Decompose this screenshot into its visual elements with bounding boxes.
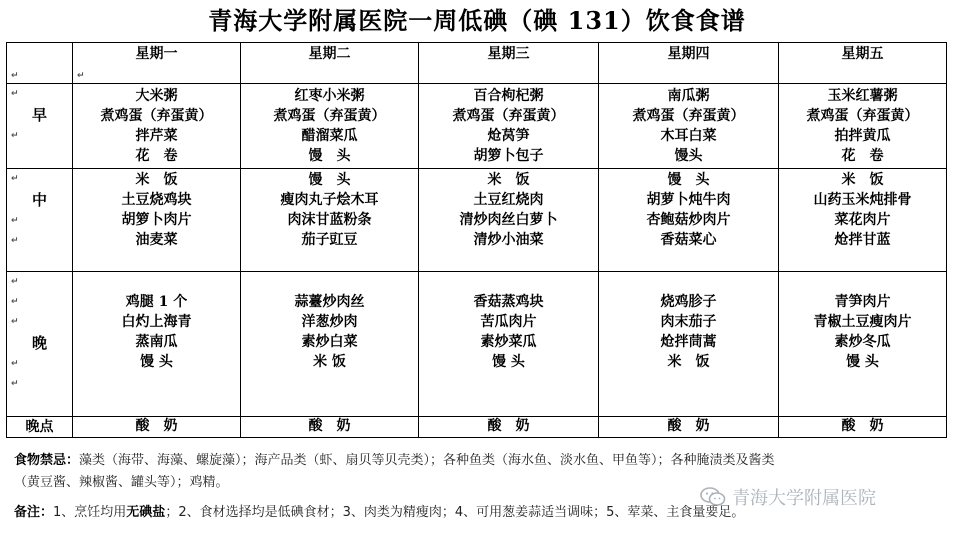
dish: 煮鸡蛋（弃蛋黄） xyxy=(273,108,386,124)
meal-row-snack xyxy=(7,417,947,438)
watermark xyxy=(700,484,876,510)
dish: 米 饭 xyxy=(313,354,346,370)
meal-label: 晚点 xyxy=(25,419,54,435)
dish: 瘦肉丸子烩木耳 xyxy=(280,192,379,208)
menu-cell xyxy=(599,84,779,169)
dish: 炝拌茼蒿 xyxy=(660,334,717,350)
dish: 胡箩卜包子 xyxy=(473,148,544,164)
menu-cell xyxy=(241,84,419,169)
dish: 米 饭 xyxy=(135,172,178,188)
dish: 清炒小油菜 xyxy=(473,232,544,248)
menu-cell: 酸 奶 xyxy=(779,417,947,438)
remarks-bold: 无碘盐 xyxy=(126,505,166,520)
header-corner-cell xyxy=(7,43,73,84)
meal-row-lunch xyxy=(7,169,947,272)
dish: 百合枸杞粥 xyxy=(473,88,544,104)
dish: 杏鲍菇炒肉片 xyxy=(646,212,731,228)
dish: 素炒白菜 xyxy=(301,334,358,350)
day-header: 星期四 xyxy=(599,43,779,84)
header-row xyxy=(7,43,947,84)
remarks-line: 备注：1、烹饪均用无碘盐；2、食材选择均是低碘食材；3、肉类为精瘦肉；4、可用葱姜蒜适当调味；5、荤菜、主食量要足。 xyxy=(14,505,745,520)
dish: 土豆烧鸡块 xyxy=(121,192,192,208)
menu-cell xyxy=(73,84,241,169)
dish: 蒸南瓜 xyxy=(135,334,178,350)
dish: 红枣小米粥 xyxy=(294,88,365,104)
dish: 炝莴笋 xyxy=(487,128,530,144)
dish: 花 卷 xyxy=(841,148,884,164)
remarks-label: 备注： xyxy=(14,505,54,520)
dish: 木耳白菜 xyxy=(660,128,717,144)
dish: 苦瓜肉片 xyxy=(480,314,537,330)
dish: 烧鸡胗子 xyxy=(660,294,717,310)
meal-label: 早 xyxy=(31,106,47,124)
menu-cell: 酸 奶 xyxy=(419,417,599,438)
meal-label-cell: ↵ ↵ ↵ 晚 ↵ ↵ xyxy=(7,272,73,417)
dish: 煮鸡蛋（弃蛋黄） xyxy=(632,108,745,124)
dish: 馒 头 xyxy=(308,172,351,188)
dish: 米 饭 xyxy=(667,354,710,370)
meal-label: 中 xyxy=(31,191,47,209)
dish: 炝拌甘蓝 xyxy=(834,232,891,248)
dish: 拍拌黄瓜 xyxy=(834,128,891,144)
menu-cell xyxy=(241,169,419,272)
day-header: 星期五 xyxy=(779,43,947,84)
menu-cell xyxy=(599,169,779,272)
dish: 大米粥 xyxy=(135,88,178,104)
dish: 香菇菜心 xyxy=(660,232,717,248)
dish: 米 饭 xyxy=(487,172,530,188)
dish: 土豆红烧肉 xyxy=(473,192,544,208)
dish: 香菇蒸鸡块 xyxy=(473,294,544,310)
dish: 醋溜菜瓜 xyxy=(301,128,358,144)
dish: 馒 头 xyxy=(492,354,525,370)
dish: 煮鸡蛋（弃蛋黄） xyxy=(100,108,213,124)
dish: 山药玉米炖排骨 xyxy=(813,192,912,208)
menu-cell: 酸 奶 xyxy=(73,417,241,438)
dish: 花 卷 xyxy=(135,148,178,164)
watermark-text: 青海大学附属医院 xyxy=(732,488,876,509)
dish: 玉米红薯粥 xyxy=(827,88,898,104)
dish: 肉末茄子 xyxy=(660,314,717,330)
dish: 南瓜粥 xyxy=(667,88,710,104)
day-header: 星期二 xyxy=(241,43,419,84)
paragraph-mark: ↵ xyxy=(11,71,19,81)
dish: 清炒肉丝白萝卜 xyxy=(459,212,558,228)
dish: 洋葱炒肉 xyxy=(301,314,358,330)
meal-label-cell xyxy=(7,417,73,438)
weekly-menu-table xyxy=(6,42,947,438)
menu-cell xyxy=(599,272,779,417)
menu-cell xyxy=(779,272,947,417)
dish: 油麦菜 xyxy=(135,232,178,248)
dish: 素炒冬瓜 xyxy=(834,334,891,350)
dish: 馒头 xyxy=(674,148,703,164)
page-title: 青海大学附属医院一周低碘（碘 131）饮食食谱 xyxy=(208,6,746,35)
dish: 煮鸡蛋（弃蛋黄） xyxy=(452,108,565,124)
menu-cell xyxy=(73,272,241,417)
dish: 白灼上海青 xyxy=(121,314,192,330)
dish: 蒜薹炒肉丝 xyxy=(294,294,365,310)
dish: 拌芹菜 xyxy=(135,128,178,144)
dish: 茄子豇豆 xyxy=(301,232,358,248)
dish: 鸡腿 1 个 xyxy=(125,294,188,310)
meal-row-breakfast xyxy=(7,84,947,169)
dish: 青笋肉片 xyxy=(834,294,891,310)
meal-label: 晚 xyxy=(31,334,47,352)
day-header: 星期三 xyxy=(419,43,599,84)
dish: 青椒土豆瘦肉片 xyxy=(813,314,912,330)
dish: 馒 头 xyxy=(846,354,879,370)
menu-cell xyxy=(779,169,947,272)
dish: 米 饭 xyxy=(841,172,884,188)
menu-cell xyxy=(779,84,947,169)
dish: 煮鸡蛋（弃蛋黄） xyxy=(806,108,919,124)
dish: 馒 头 xyxy=(140,354,173,370)
dish: 馒 头 xyxy=(667,172,710,188)
meal-label-cell: ↵ 早 ↵ xyxy=(7,84,73,169)
dish: 肉沫甘蓝粉条 xyxy=(287,212,372,228)
menu-cell: 酸 奶 xyxy=(241,417,419,438)
wechat-icon xyxy=(700,487,726,507)
forbidden-text: 藻类（海带、海藻、螺旋藻）；海产品类（虾、扇贝等贝壳类）；各种鱼类（海水鱼、淡水鱼、甲鱼等）；各种腌渍类及酱类 xyxy=(79,453,775,468)
dish: 胡萝卜炖牛肉 xyxy=(646,192,731,208)
meal-row-dinner xyxy=(7,272,947,417)
forbidden-label: 食物禁忌： xyxy=(14,453,80,468)
forbidden-foods-line xyxy=(14,450,944,472)
menu-cell xyxy=(419,272,599,417)
forbidden-text-2: （黄豆酱、辣椒酱、罐头等）；鸡精。 xyxy=(14,475,229,490)
meal-label-cell: ↵ 中 ↵ ↵ xyxy=(7,169,73,272)
menu-cell xyxy=(73,169,241,272)
dish: 素炒菜瓜 xyxy=(480,334,537,350)
menu-cell: 酸 奶 xyxy=(599,417,779,438)
menu-cell xyxy=(419,169,599,272)
dish: 菜花肉片 xyxy=(834,212,891,228)
menu-cell xyxy=(241,272,419,417)
dish: 胡箩卜肉片 xyxy=(121,212,192,228)
day-header: 星期一 ↵ xyxy=(73,43,241,84)
dish: 馒 头 xyxy=(308,148,351,164)
menu-cell xyxy=(419,84,599,169)
